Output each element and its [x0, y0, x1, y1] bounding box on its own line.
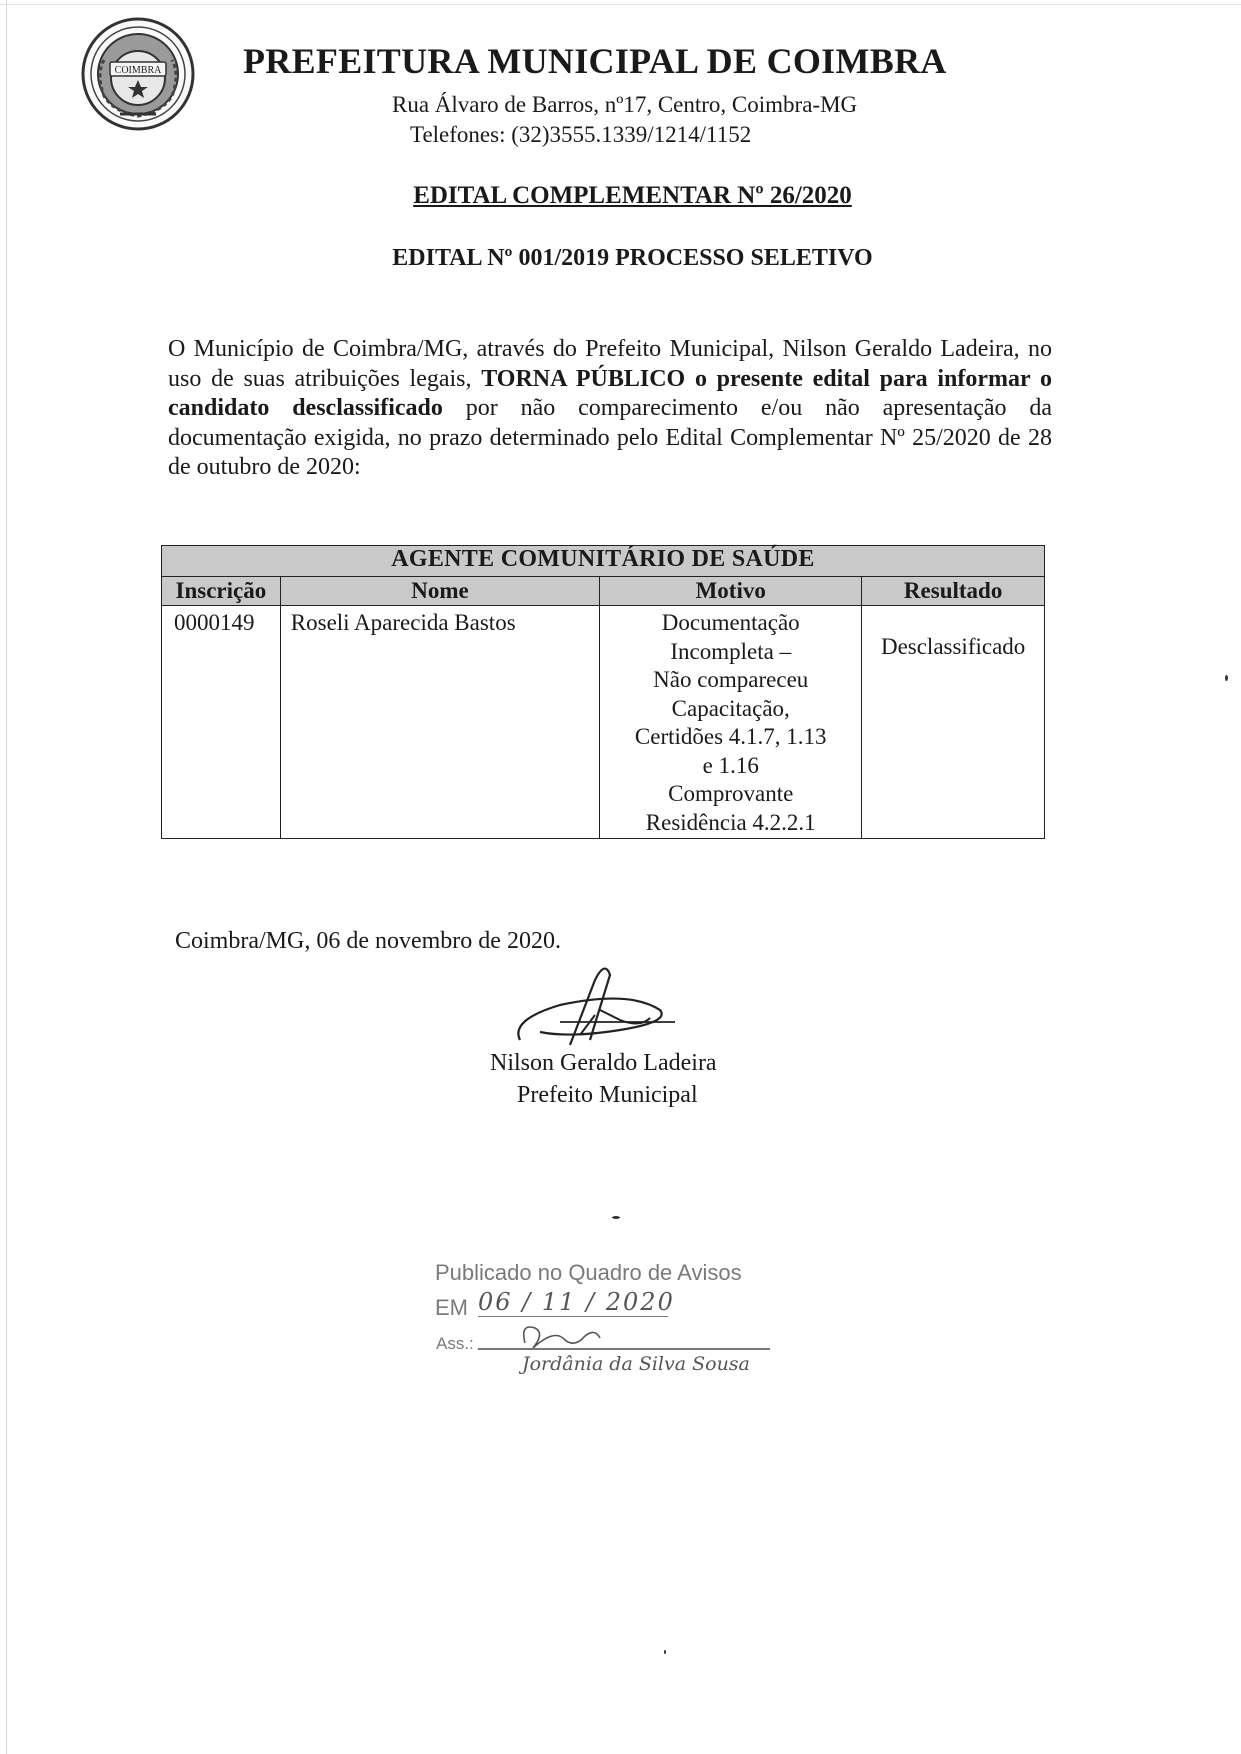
org-phones: Telefones: (32)3555.1339/1214/1152: [410, 122, 752, 147]
scan-speck: [612, 1216, 620, 1219]
stamp-title: Publicado no Quadro de Avisos: [435, 1260, 742, 1285]
stamp-em-label: EM: [435, 1295, 468, 1320]
signer-role: Prefeito Municipal: [517, 1082, 698, 1108]
motivo-line: Capacitação,: [671, 695, 790, 721]
motivo-line: Incompleta –: [670, 638, 792, 664]
header-inscricao: Inscrição: [162, 577, 281, 606]
stamp-date: 06 / 11 / 2020: [478, 1288, 675, 1316]
org-title: PREFEITURA MUNICIPAL DE COIMBRA: [243, 41, 947, 81]
motivo-line: Certidões 4.1.7, 1.13: [634, 724, 827, 749]
body-bold: TORNA PÚBLICO o presente edital para informar o candidato desclassificado: [168, 365, 1052, 421]
org-address: Rua Álvaro de Barros, nº17, Centro, Coimbra-MG: [392, 92, 858, 117]
edital-processo-heading: [0, 245, 1241, 272]
municipal-seal-icon: [80, 16, 196, 132]
scan-speck: [664, 1650, 666, 1654]
place-date: Coimbra/MG, 06 de novembro de 2020.: [175, 928, 561, 954]
motivo-line: Não compareceu: [653, 667, 809, 692]
stamp-ass-label: Ass.:: [436, 1334, 474, 1353]
seal-text: COIMBRA: [114, 65, 162, 76]
table-header-row: [162, 577, 1045, 606]
edital-processo-text: EDITAL Nº 001/2019 PROCESSO SELETIVO: [392, 245, 873, 271]
table-row: [162, 606, 1045, 839]
cell-inscricao: 0000149: [162, 606, 281, 839]
cell-resultado: Desclassificado: [862, 606, 1045, 839]
cell-motivo: [600, 606, 862, 839]
motivo-line: Comprovante: [668, 781, 794, 806]
motivo-line: e 1.16: [702, 752, 759, 778]
signer-name: Nilson Geraldo Ladeira: [490, 1050, 717, 1076]
motivo-line: Documentação: [661, 610, 800, 635]
header-motivo: Motivo: [600, 577, 862, 606]
header-nome: Nome: [280, 577, 599, 606]
header-resultado: Resultado: [862, 577, 1045, 606]
motivo-line: Residência 4.2.2.1: [645, 809, 816, 835]
edital-complementar-text: EDITAL COMPLEMENTAR Nº 26/2020: [413, 182, 852, 209]
scan-speck: [1225, 675, 1228, 681]
table-group-title: AGENTE COMUNITÁRIO DE SAÚDE: [162, 546, 1045, 577]
candidates-table: [161, 545, 1045, 839]
stamp-signature: [515, 1318, 615, 1358]
edital-complementar-heading: [0, 182, 1241, 210]
body-part2: por não comparecimento e/ou não apresentação da documentação exigida, no prazo determinado pelo Edital Complementar Nº 25/2020 de 28 de outubro de 2020:: [168, 395, 1053, 480]
scan-top-edge: [0, 4, 1241, 5]
cell-nome: Roseli Aparecida Bastos: [280, 606, 599, 839]
body-part1: O Município de Coimbra/MG, através do Prefeito Municipal, Nilson Geraldo Ladeira, no uso de suas atribuições legais,: [168, 336, 1052, 392]
stamp-signer-name: Jordânia da Silva Sousa: [522, 1353, 750, 1375]
body-paragraph: [168, 335, 1052, 483]
